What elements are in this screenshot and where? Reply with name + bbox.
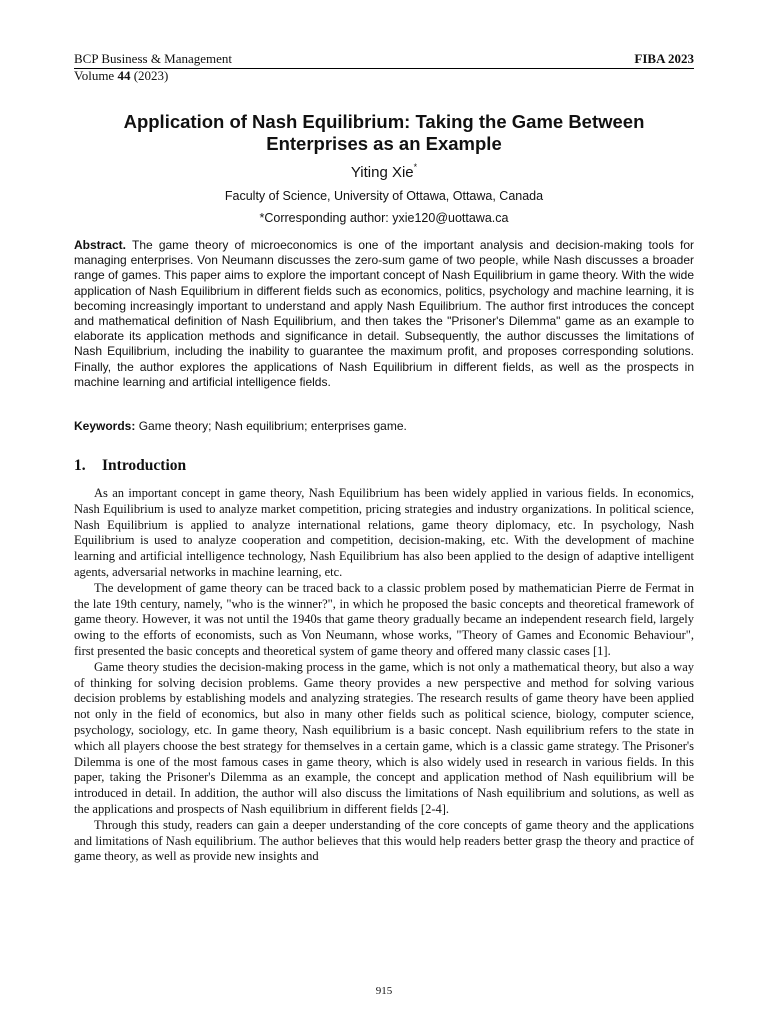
abstract	[74, 238, 694, 390]
author-line	[74, 163, 694, 182]
section-heading	[74, 457, 186, 475]
keywords-label: Keywords:	[74, 419, 136, 433]
body-paragraph: Through this study, readers can gain a deeper understanding of the core concepts of game theory and the applications and limitations of Nash equilibrium. The author believes that this would help readers better grasp the theory and practice of game theory, as well as provide new insights and	[74, 817, 694, 864]
paper-title	[74, 111, 694, 155]
volume-line	[74, 68, 168, 83]
body-paragraph: As an important concept in game theory, Nash Equilibrium has been widely applied in various fields. In economics, Nash Equilibrium is used to analyze market competition, pricing strategies and industry organizations. In political science, Nash Equilibrium is applied to analyze international relations, game theory diplomacy, etc. In psychology, Nash Equilibrium is used to analyze cooperation and competition, decision-making, etc. With the development of machine learning and artificial intelligence technology, Nash Equilibrium has also been applied to the design of adaptive intelligent agents, adversarial networks in machine learning, etc.	[74, 486, 694, 579]
paper-title-line: Application of Nash Equilibrium: Taking the Game Between	[123, 111, 645, 132]
keywords-text: Game theory; Nash equilibrium; enterprises game.	[138, 419, 407, 433]
corresponding-mark: *	[413, 162, 418, 172]
corresponding-author: *Corresponding author: yxie120@uottawa.ca	[259, 211, 509, 225]
author-name: Yiting Xie	[350, 164, 414, 181]
body-paragraph: The development of game theory can be traced back to a classic problem posed by mathematician Pierre de Fermat in the late 19th century, namely, "who is the winner?", in which he proposed the basic concepts and theoretical framework of game theory. However, it was not until the 1940s that game theory gradually became an independent research field, largely owing to the efforts of economists, such as Von Neumann, whose works, "Theory of Games and Economic Behaviour", first presented the basic concepts and theoretical system of game theory and offered many classic cases [1].	[74, 580, 694, 658]
section-title: Introduction	[102, 457, 187, 474]
keywords	[74, 419, 694, 434]
volume-number: 44	[117, 68, 131, 83]
section-body	[74, 486, 694, 865]
running-header	[74, 51, 694, 66]
affiliation: Faculty of Science, University of Ottawa, Ottawa, Canada	[224, 189, 544, 203]
body-paragraph: Game theory studies the decision-making process in the game, which is not only a mathematical theory, but also a way of thinking for solving decision problems. Game theory provides a new perspective and method for solving various decision problems by establishing models and analyzing strategies. The research results of game theory have been applied not only in the field of economics, but also in many other fields such as political science, biology, computer science, psychology, sociology, etc. In game theory, Nash equilibrium is a basic concept. Nash equilibrium refers to the state in which all players choose the best strategy for themselves in a certain game, which is a classic game strategy. The Prisoner's Dilemma is one of the most famous cases in game theory, which is also widely used in research in various fields. In this paper, taking the Prisoner's Dilemma as an example, the concept and application method of Nash equilibrium will be introduced in detail. In addition, the author will also discuss the limitations of Nash equilibrium and solutions, as well as the applications and prospects of Nash equilibrium in different fields [2-4].	[74, 659, 694, 816]
abstract-text: The game theory of microeconomics is one of the important analysis and decision-making tools for managing enterprises. Von Neumann discusses the zero-sum game of two people, while Nash discusses a broader range of games. This paper aims to explore the important concept of Nash Equilibrium in game theory. With the wide application of Nash Equilibrium in different fields such as economics, politics, psychology and machine learning, it is becoming increasingly important to understand and apply Nash Equilibrium. The author first introduces the concept and mathematical definition of Nash Equilibrium, and then takes the "Prisoner's Dilemma" game as an example to elaborate its application methods and significance in detail. Subsequently, the author discusses the limitations of Nash Equilibrium, including the inability to guarantee the maximum profit, and proposes corresponding solutions. Finally, the author explores the applications of Nash Equilibrium in different fields, as well as the prospects in machine learning and artificial intelligence fields.	[74, 238, 694, 389]
abstract-label: Abstract.	[74, 238, 127, 252]
page-number: 915	[375, 985, 393, 997]
paper-title-line: Enterprises as an Example	[266, 133, 502, 154]
journal-name: BCP Business & Management	[74, 51, 233, 66]
volume-label: Volume	[74, 68, 115, 83]
conference-name: FIBA 2023	[634, 51, 694, 66]
section-number: 1.	[74, 457, 86, 474]
volume-year: (2023)	[133, 68, 169, 83]
